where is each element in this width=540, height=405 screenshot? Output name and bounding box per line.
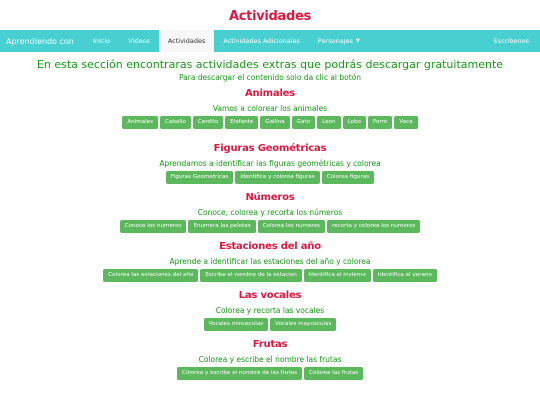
nav-item-escribenos[interactable]: Escribenos <box>493 37 529 45</box>
nav-item-videos[interactable]: Videos <box>128 37 150 45</box>
section-title: Frutas <box>252 339 288 350</box>
nav-item-actividades[interactable]: Actividades <box>159 30 215 52</box>
nav-item-inicio[interactable]: Inicio <box>93 37 111 45</box>
download-button[interactable]: Lobo <box>343 116 366 129</box>
nav-item-actividades-adicionales[interactable]: Actividades Adicionales <box>223 37 300 45</box>
intro-lead: En esta sección encontraras actividades extras que podrás descargar gratuitamente <box>36 58 504 71</box>
section-title: Las vocales <box>238 290 302 301</box>
download-button[interactable]: Colorea figuras <box>322 171 374 184</box>
section-estaciones <box>0 241 540 282</box>
download-button[interactable]: Enumera las pelotas <box>188 220 255 233</box>
button-row <box>0 269 540 282</box>
download-button[interactable]: Leon <box>317 116 340 129</box>
download-button[interactable]: Colorea las frutas <box>304 367 363 380</box>
download-button[interactable]: Perro <box>368 116 392 129</box>
intro-sub: Para descargar el contenido solo da clic al botón <box>178 73 362 82</box>
download-button[interactable]: Gallina <box>260 116 289 129</box>
download-button[interactable]: Conoce los numeros <box>120 220 187 233</box>
button-row <box>0 171 540 184</box>
download-button[interactable]: Identifica y colorea figuras <box>235 171 319 184</box>
download-button[interactable]: Vaca <box>394 116 417 129</box>
download-button[interactable]: Cerdito <box>193 116 223 129</box>
download-button[interactable]: Vocales mayusculas <box>270 318 336 331</box>
section-figuras <box>0 143 540 184</box>
download-button[interactable]: Animales <box>122 116 158 129</box>
section-numeros <box>0 192 540 233</box>
section-desc: Aprendamos a identificar las figuras geométricas y colorea <box>159 159 381 168</box>
button-row <box>0 367 540 380</box>
download-button[interactable]: Figuras Geometricas <box>166 171 233 184</box>
section-title: Números <box>245 192 295 203</box>
download-button[interactable]: Elefante <box>225 116 258 129</box>
download-button[interactable]: Identifica el invierno <box>304 269 371 282</box>
download-button[interactable]: Gato <box>292 116 315 129</box>
section-frutas <box>0 339 540 380</box>
section-desc: Vamos a colorear los animales <box>212 104 328 113</box>
navbar <box>0 30 540 52</box>
download-button[interactable]: Caballo <box>160 116 191 129</box>
caret-down-icon: ▼ <box>355 38 360 44</box>
nav-item-personajes[interactable] <box>309 30 369 52</box>
download-button[interactable]: recorta y colorea los numeros <box>327 220 420 233</box>
download-button[interactable]: Colorea y escribe el nombre de las frutas <box>177 367 302 380</box>
main-content <box>0 58 540 380</box>
section-desc: Colorea y escribe el nombre las frutas <box>198 355 342 364</box>
navbar-brand[interactable]: Aprendiendo con <box>6 36 74 46</box>
download-button[interactable]: Escribe el nombre de la estacion <box>200 269 301 282</box>
download-button[interactable]: Vocales minusculas <box>204 318 269 331</box>
download-button[interactable]: Colorea las estaciones del año <box>103 269 198 282</box>
section-title: Animales <box>244 88 296 99</box>
section-title: Estaciones del año <box>219 241 321 252</box>
section-desc: Aprende a identificar las estaciones del año y colorea <box>169 257 371 266</box>
button-row <box>0 220 540 233</box>
nav-item-personajes-label: Personajes <box>317 37 353 45</box>
section-vocales <box>0 290 540 331</box>
section-animales <box>0 88 540 129</box>
download-button[interactable]: Identifica el verano <box>373 269 437 282</box>
button-row <box>0 116 540 129</box>
section-desc: Conoce, colorea y recorta los números <box>197 208 343 217</box>
section-title: Figuras Geométricas <box>213 143 327 154</box>
page-title: Actividades <box>228 9 311 24</box>
section-desc: Colorea y recorta las vocales <box>215 306 325 315</box>
button-row <box>0 318 540 331</box>
download-button[interactable]: Colorea los numeros <box>258 220 325 233</box>
